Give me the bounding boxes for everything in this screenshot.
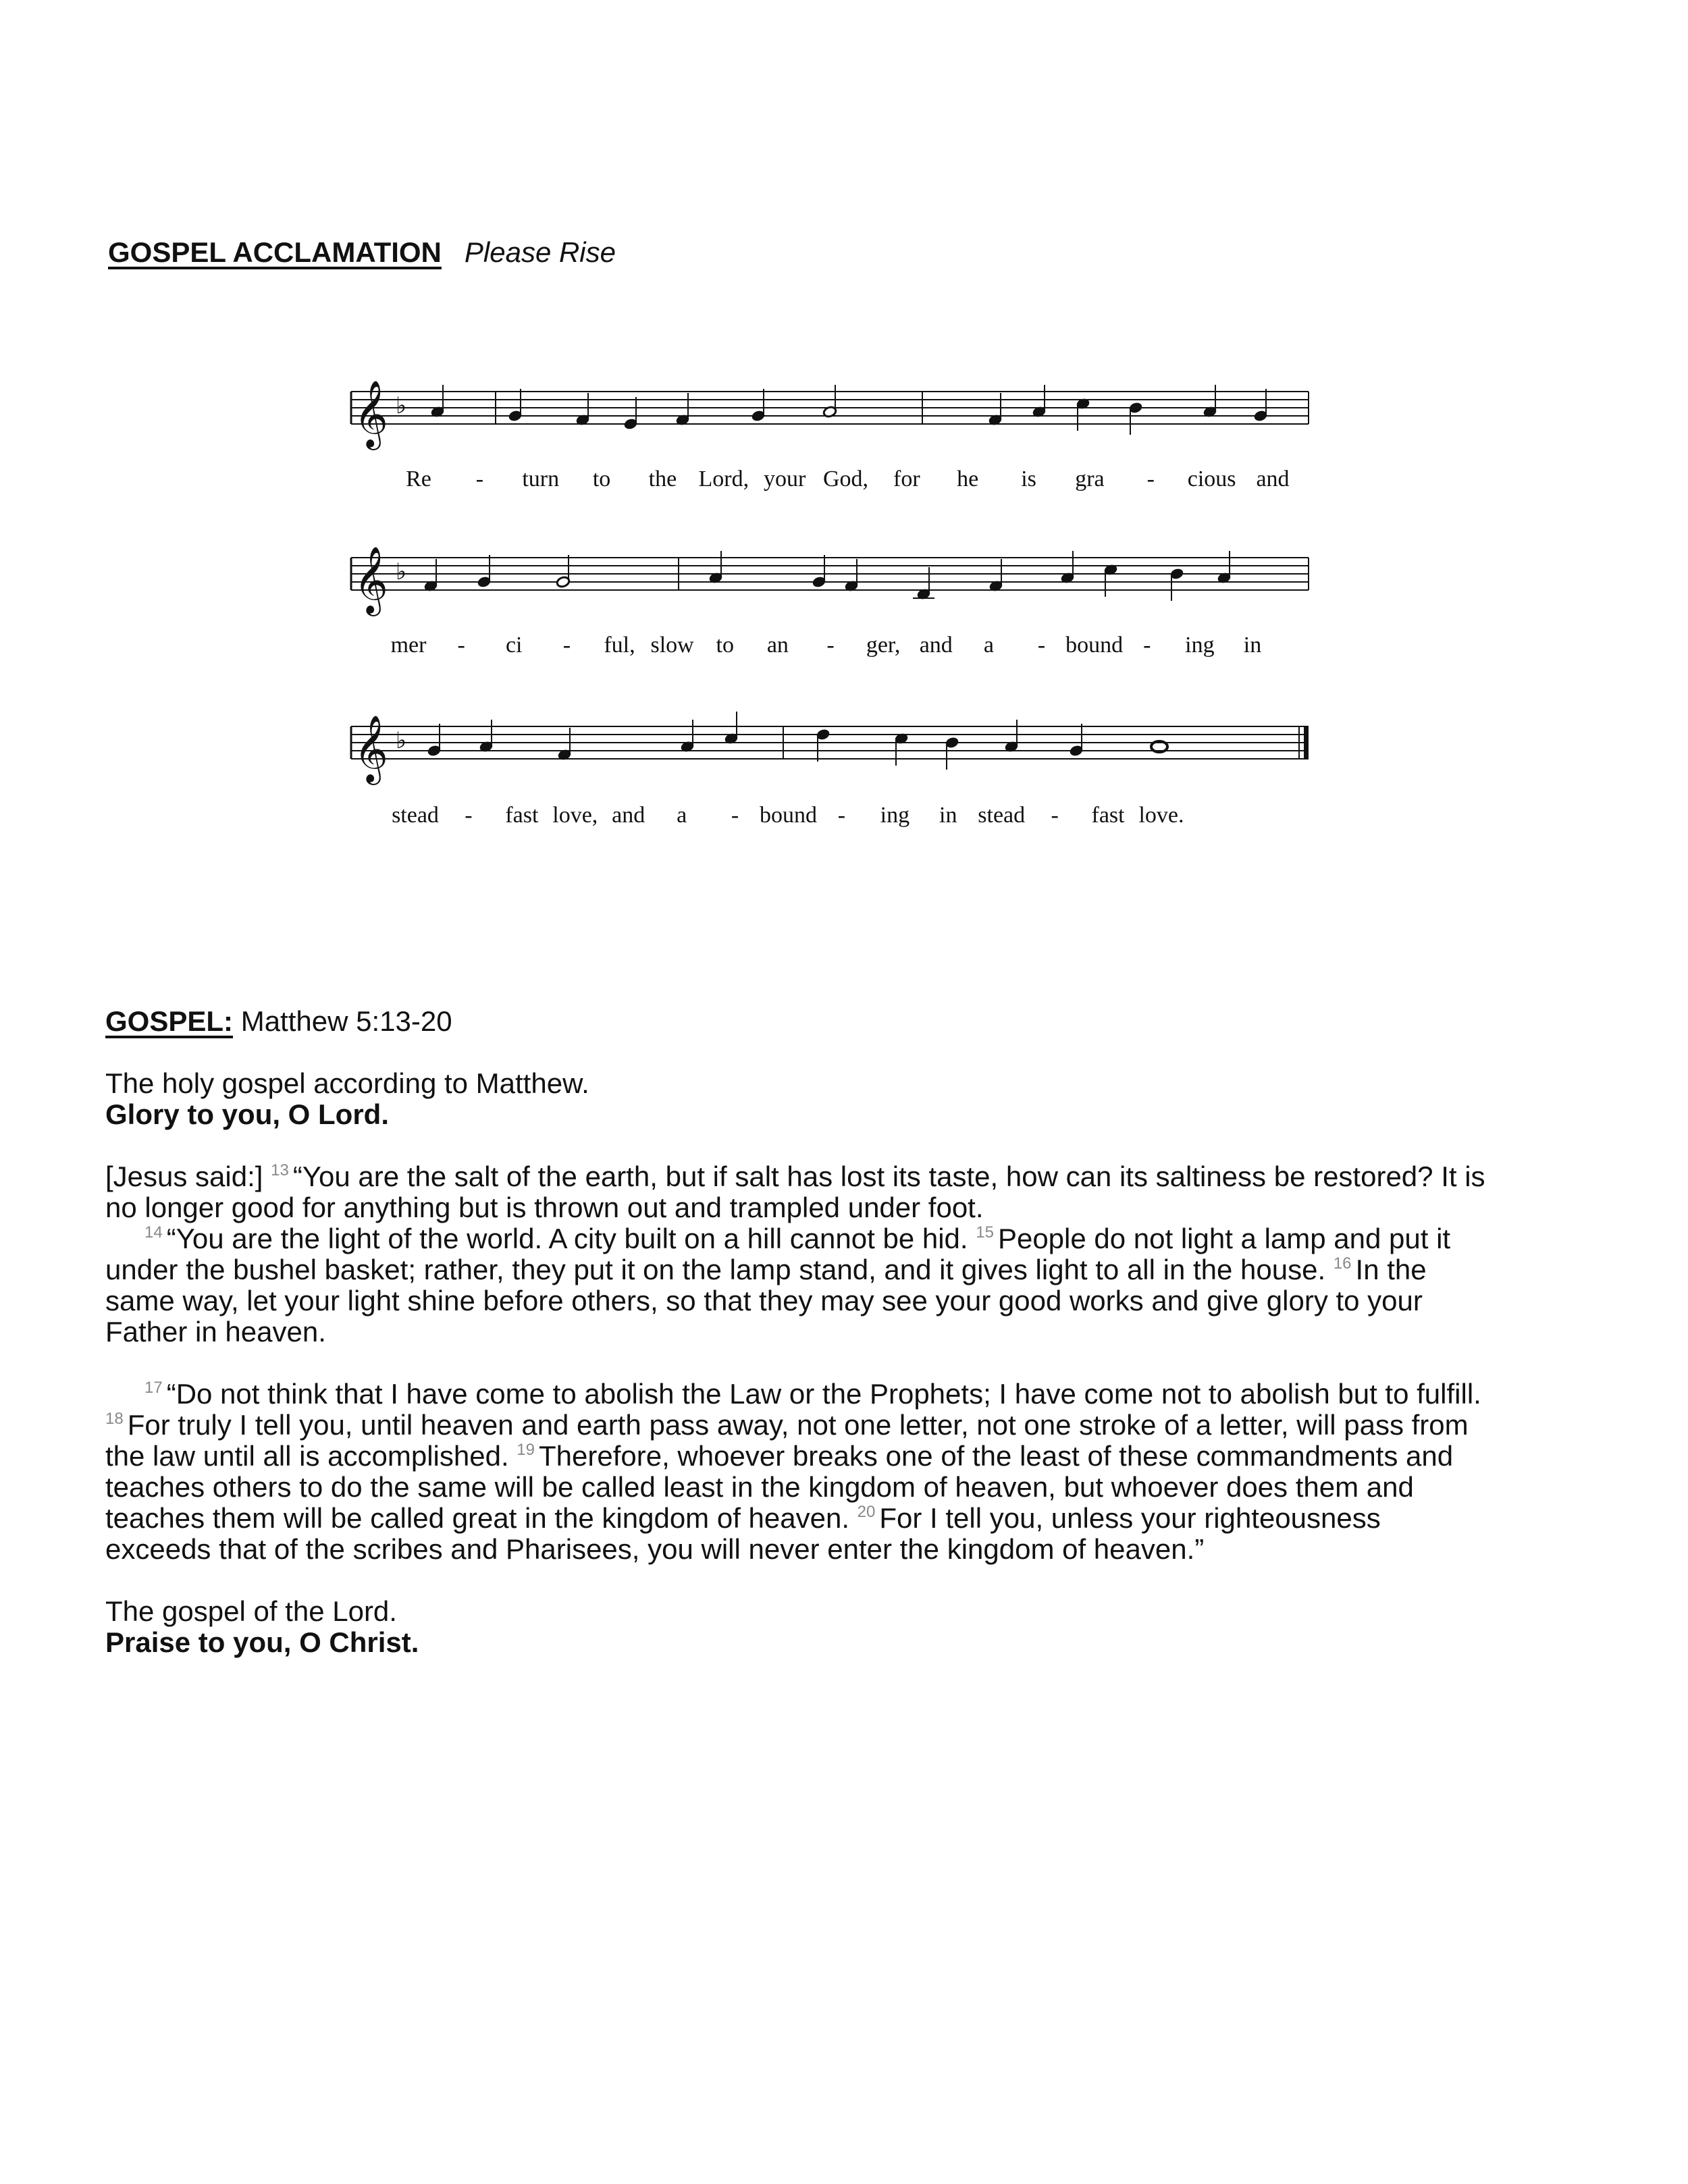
verse-number: 15 <box>976 1223 994 1242</box>
lyric-syllable: he <box>957 467 979 491</box>
treble-clef-icon: 𝄞 <box>354 715 388 782</box>
lyric-syllable: Re <box>406 467 431 491</box>
verse-text: teaches others to do the same will be called least in the kingdom of heaven, but whoever does them and <box>105 1471 1414 1503</box>
lyric-syllable: is <box>1021 467 1036 491</box>
verse-text: “Do not think that I have come to abolish the Law or the Prophets; I have come not to abolish but to fulfill. <box>166 1378 1481 1410</box>
verse-text: Father in heaven. <box>105 1316 326 1348</box>
lyric-syllable: love. <box>1138 803 1184 828</box>
lyric-syllable: Lord, <box>698 467 749 491</box>
gospel-response-2: Praise to you, O Christ. <box>105 1626 419 1658</box>
lyric-syllable: and <box>612 803 645 828</box>
lyric-syllable: ing <box>880 803 910 828</box>
lyric-syllable: ci <box>505 633 523 658</box>
lyric-syllable: a <box>983 633 994 658</box>
lyric-syllable: ing <box>1185 633 1215 658</box>
lyric-syllable: - <box>731 803 739 828</box>
music-system <box>351 546 1309 658</box>
verse-number: 14 <box>144 1223 163 1242</box>
acclamation-title: GOSPEL ACCLAMATION <box>108 236 442 268</box>
lyric-syllable: - <box>465 803 473 828</box>
verse-text: teaches them will be called great in the kingdom of heaven. <box>105 1502 849 1534</box>
verse-text: “You are the salt of the earth, but if salt has lost its taste, how can its saltiness be restored? It is <box>292 1161 1485 1192</box>
lyric-syllable: - <box>1143 633 1151 658</box>
lyric-syllable: ger, <box>866 633 901 658</box>
lyric-syllable: - <box>562 633 571 658</box>
lyric-syllable: for <box>893 467 920 491</box>
lyric-syllable: bound <box>1065 633 1124 658</box>
lyric-syllable: a <box>677 803 687 828</box>
flat-sign-icon: ♭ <box>396 558 407 585</box>
flat-sign-icon: ♭ <box>396 727 407 754</box>
lyric-syllable: cious <box>1187 467 1236 491</box>
lyric-syllable: the <box>648 467 677 491</box>
lyric-syllable: to <box>592 467 611 491</box>
gospel-reading <box>105 1006 1604 1658</box>
verse-number: 18 <box>105 1410 124 1428</box>
lyric-syllable: bound <box>760 803 817 828</box>
verse-text: no longer good for anything but is thrown out and trampled under foot. <box>105 1192 984 1223</box>
lyric-syllable: turn <box>522 467 560 491</box>
verse-text: under the bushel basket; rather, they put it on the lamp stand, and it gives light to all in the house. <box>105 1254 1326 1285</box>
lyric-syllable: fast <box>505 803 539 828</box>
gospel-title: GOSPEL: <box>105 1005 234 1037</box>
gospel-paragraph-2 <box>105 1379 1604 1565</box>
lyric-syllable: and <box>919 633 953 658</box>
lyric-syllable: to <box>716 633 734 658</box>
verse-text: Therefore, whoever breaks one of the least of these commandments and <box>539 1440 1454 1472</box>
acclamation-instruction: Please Rise <box>464 236 616 268</box>
final-barline-thick <box>1304 726 1309 759</box>
lyric-syllable: in <box>1243 633 1262 658</box>
lyric-syllable: - <box>1051 803 1059 828</box>
lyric-syllable: stead <box>978 803 1026 828</box>
lyric-syllable: - <box>457 633 465 658</box>
music-score <box>0 0 1688 878</box>
verse-number: 16 <box>1333 1254 1352 1273</box>
verse-text: For I tell you, unless your righteousness <box>879 1502 1381 1534</box>
verse-text: People do not light a lamp and put it <box>997 1223 1451 1254</box>
lyric-syllable: - <box>475 467 484 491</box>
music-system <box>351 380 1309 491</box>
lyric-syllable: - <box>1037 633 1046 658</box>
verse-number: 19 <box>517 1441 535 1459</box>
lyric-syllable: love, <box>552 803 598 828</box>
flat-sign-icon: ♭ <box>396 392 407 419</box>
verse-text: In the <box>1355 1254 1427 1285</box>
treble-clef-icon: 𝄞 <box>354 546 388 614</box>
lyric-syllable: fast <box>1091 803 1125 828</box>
lyric-syllable: slow <box>650 633 694 658</box>
lyric-syllable: gra <box>1075 467 1105 491</box>
verse-text: For truly I tell you, until heaven and earth pass away, not one letter, not one stroke of a letter, will pass from <box>127 1409 1469 1441</box>
lyric-syllable: - <box>826 633 835 658</box>
lyric-syllable: mer <box>390 633 427 658</box>
gospel-intro: The holy gospel according to Matthew. <box>105 1067 589 1099</box>
gospel-response-1: Glory to you, O Lord. <box>105 1098 389 1130</box>
verse-text: the law until all is accomplished. <box>105 1440 509 1472</box>
gospel-closing: The gospel of the Lord. <box>105 1595 397 1627</box>
verse-number: 13 <box>271 1161 289 1179</box>
lyric-syllable: - <box>1146 467 1155 491</box>
gospel-paragraph-1 <box>105 1161 1604 1348</box>
music-system <box>351 712 1309 828</box>
lyric-syllable: an <box>766 633 789 658</box>
verse-text: same way, let your light shine before others, so that they may see your good works and give glory to your <box>105 1285 1423 1316</box>
lyric-syllable: God, <box>822 467 869 491</box>
gospel-reference: Matthew 5:13-20 <box>240 1005 452 1037</box>
lyric-syllable: - <box>837 803 846 828</box>
lyric-syllable: and <box>1256 467 1290 491</box>
treble-clef-icon: 𝄞 <box>354 380 388 448</box>
gospel-heading <box>105 1006 1604 1037</box>
lyric-syllable: your <box>763 467 806 491</box>
verse-text: “You are the light of the world. A city built on a hill cannot be hid. <box>166 1223 968 1254</box>
verse-text: exceeds that of the scribes and Pharisees, you will never enter the kingdom of heaven.” <box>105 1533 1205 1565</box>
lyric-syllable: ful, <box>604 633 635 658</box>
lyric-syllable: stead <box>392 803 439 828</box>
verse-number: 20 <box>857 1503 876 1521</box>
speaker-note: [Jesus said:] <box>105 1161 263 1192</box>
lyric-syllable: in <box>939 803 957 828</box>
verse-number: 17 <box>144 1379 163 1397</box>
